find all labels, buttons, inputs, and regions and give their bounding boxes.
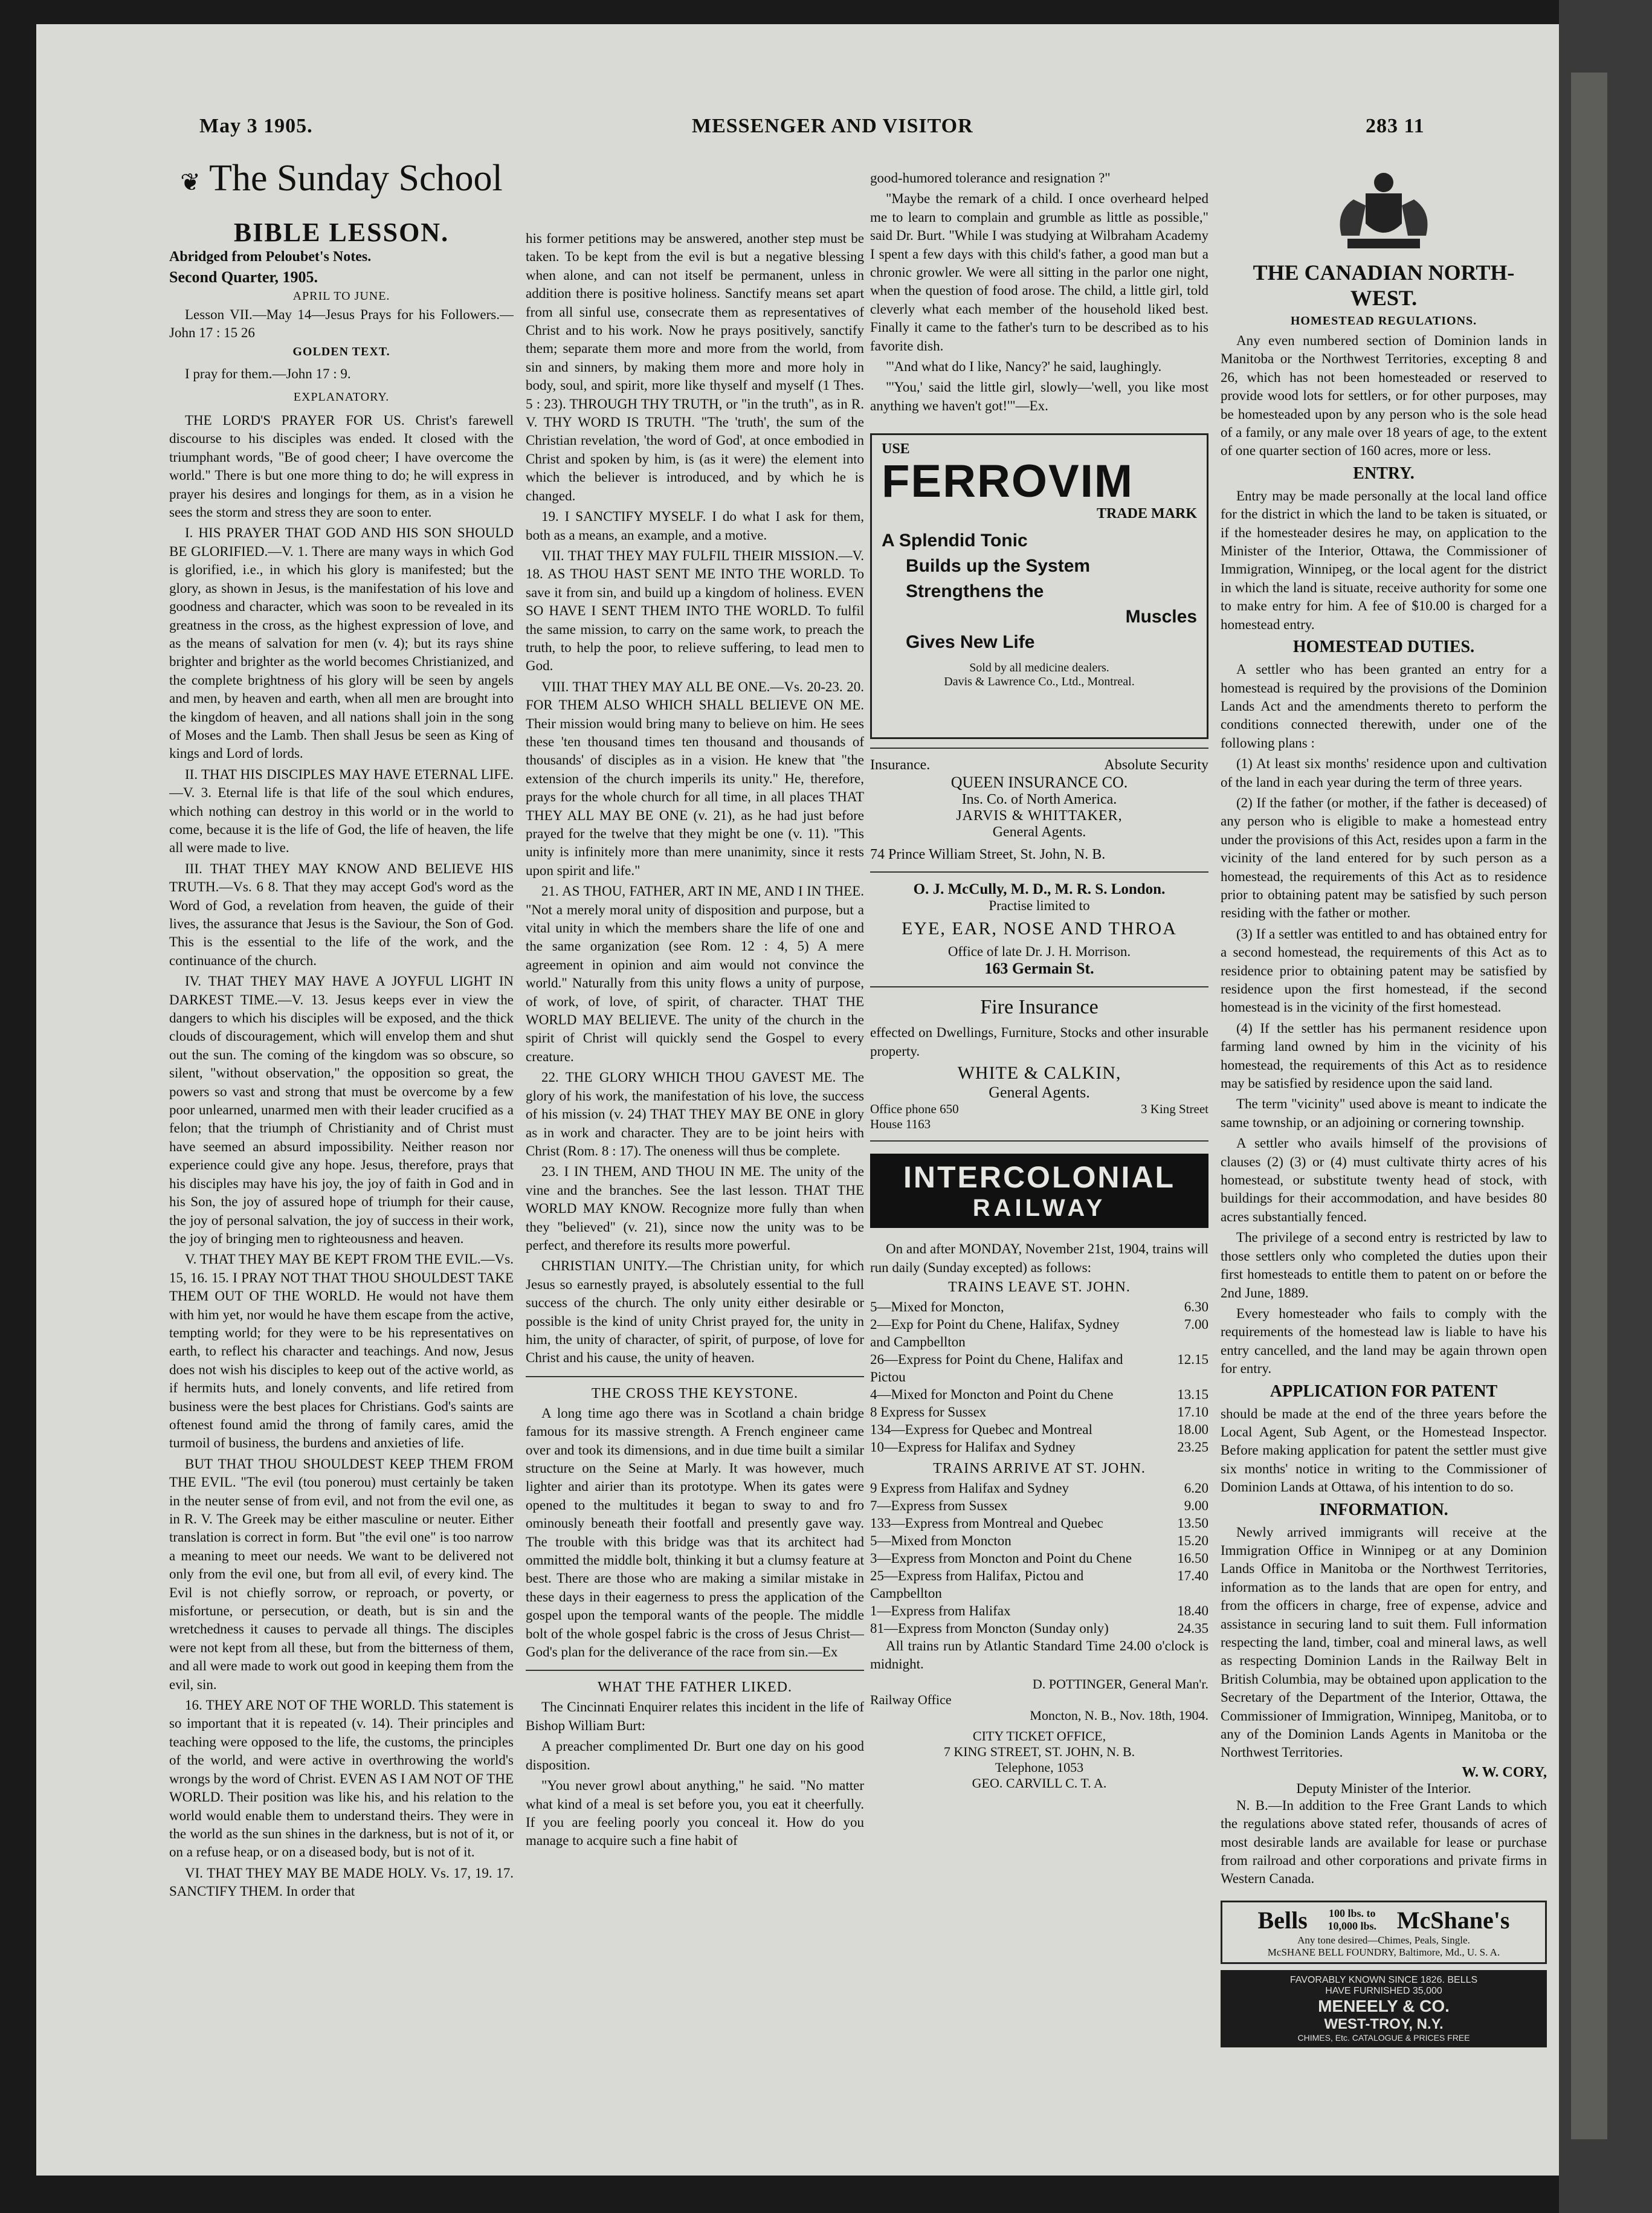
department-title: ❦ The Sunday School <box>180 158 503 199</box>
column-1 <box>169 157 514 2151</box>
train-time: 7.00 <box>1184 1316 1208 1332</box>
ticket-address: 7 KING STREET, ST. JOHN, N. B. <box>943 1743 1135 1759</box>
divider <box>870 871 1208 873</box>
doctor-name: O. J. McCully, M. D., M. R. S. London. <box>913 881 1166 898</box>
northwest-intro: Any even numbered section of Dominion lands in Manitoba or the Northwest Territories, excepting 8 and 26, which has not been homesteaded or reserved to provide wood lots for settlers, or for other purposes, may be homesteaded upon by any person who is the sole head of a family, or any male over 18 years of age, to the extent of one quarter section of 160 acres, more or less. <box>1221 333 1547 459</box>
bells-weight: 100 lbs. to 10,000 lbs. <box>1328 1907 1377 1933</box>
railway-note: All trains run by Atlantic Standard Time 24.00 o'clock is midnight. <box>870 1638 1208 1672</box>
lesson-line: Lesson VII.—May 14—Jesus Prays for his Followers.—John 17 : 15 26 <box>169 306 514 341</box>
duties-paragraph: The term "vicinity" used above is meant to indicate the same township, or an adjoining or cornering township. <box>1221 1096 1547 1130</box>
column-2 <box>526 230 864 2151</box>
bells-word: Bells <box>1257 1906 1308 1934</box>
patent-text: should be made at the end of the three years before the Local Agent, Sub Agent, or the Homestead Inspector. Before making application for patent the settler must give six months' notice in writing to the Commissioner of Dominion Lands at Ottawa, of his intention to do so. <box>1221 1406 1547 1495</box>
duties-paragraph: A settler who avails himself of the provisions of clauses (2) (3) or (4) must cultivate thirty acres of his homestead, or substitute twenty head of stock, with buildings for their accommodation, and have besides 80 acres substantially fenced. <box>1221 1136 1547 1224</box>
schedule-row <box>870 1479 1208 1497</box>
nb-text: N. B.—In addition to the Free Grant Lands to which the regulations above stated refer, thousands of acres of most desirable lands are available for lease or purchase from railroad and other corporations and private firms in Western Canada. <box>1221 1797 1547 1887</box>
quarter-line: Second Quarter, 1905. <box>169 268 318 286</box>
golden-text-label: GOLDEN TEXT. <box>292 344 390 358</box>
schedule-row <box>870 1549 1208 1567</box>
fire-agents: WHITE & CALKIN, <box>957 1063 1121 1084</box>
paragraph: "Maybe the remark of a child. I once overheard helped me to learn to complain and grumble as little as possible," said Dr. Burt. "While I was studying at Wilbraham Academy I spent a few days with this child's father, a good man but a chronic growler. We were all sitting in the parlor one night, when the question of food arose. The child, a little girl, told cleverly what each member of the household liked best. Finally it came to the father's turn to be described as to his favorite dish. <box>870 191 1208 354</box>
fire-contact <box>870 1102 1208 1117</box>
railway-manager: D. POTTINGER, General Man'r. <box>1032 1676 1208 1691</box>
arrive-schedule <box>870 1479 1208 1637</box>
doctor-address: 163 Germain St. <box>984 960 1094 978</box>
ferrovim-claims <box>882 528 1197 655</box>
train-time: 23.25 <box>1177 1439 1208 1455</box>
schedule-row <box>870 1421 1208 1438</box>
fire-insurance-title: Fire Insurance <box>980 996 1099 1019</box>
claim: Muscles <box>1125 607 1197 627</box>
train-time: 6.30 <box>1184 1299 1208 1314</box>
ferrovim-ad <box>870 433 1208 739</box>
leave-schedule <box>870 1298 1208 1456</box>
divider <box>870 1140 1208 1142</box>
train-time: 13.50 <box>1177 1515 1208 1531</box>
insurance-agents: JARVIS & WHITTAKER, <box>956 808 1123 824</box>
fire-insurance-text: effected on Dwellings, Furniture, Stocks and other insurable property. <box>870 1025 1208 1059</box>
meneely-line: FAVORABLY KNOWN SINCE 1826. BELLS <box>1289 1974 1478 1985</box>
meneely-bells-ad <box>1221 1970 1547 2047</box>
insurance-security: Absolute Security <box>1104 757 1208 774</box>
train-time: 6.20 <box>1184 1480 1208 1496</box>
railway-name: RAILWAY <box>972 1195 1106 1222</box>
entry-heading: ENTRY. <box>1353 464 1415 483</box>
paragraph: his former petitions may be answered, another step must be taken. To be kept from the evil is but a negative blessing when alone, and can not itself be permanent, unless in addition there is positive holiness. Sanctify means set apart from all sinful use, consecrate them as representatives of Christ and to his work. Now he prays positively, sanctify them; separate them more and more from the world, from sin and sinners, by making them more and more holy in body, soul, and spirit, more like thyself and myself (1 Thes. 5 : 23). THROUGH THY TRUTH, or "in the truth", as in R. V. THY WORD IS TRUTH. "The 'truth', the sum of the Christian revelation, 'the word of God', at once embodied in Christ and spoken by him, is (as it were) the element into which the believer is introduced, and by which he is changed. <box>526 231 864 503</box>
fire-street: 3 King Street <box>1141 1102 1208 1117</box>
ticket-agent: GEO. CARVILL C. T. A. <box>972 1775 1107 1791</box>
homestead-regulations: HOMESTEAD REGULATIONS. <box>1290 314 1477 328</box>
intercolonial-banner <box>870 1154 1208 1228</box>
schedule-row <box>870 1620 1208 1637</box>
meneely-name: MENEELY & CO. <box>1318 1996 1450 2015</box>
insurance-label: Insurance. <box>870 757 931 774</box>
scan-edge-inner <box>1571 73 1607 2139</box>
column-4 <box>1221 169 1547 2151</box>
ticket-telephone: Telephone, 1053 <box>995 1759 1084 1775</box>
paragraph: 21. AS THOU, FATHER, ART IN ME, AND I IN THEE. "Not a merely moral unity of disposition and purpose, but a vital unity in which the members share the life of one and the same organization (see Rom. 12 : 4, 5) A mere agreement in opinion and aim would not convince the world." Naturally from this unity flows a unity of purpose, of work, of love, of spirit, of character. THAT THE WORLD MAY BELIEVE. The unity of the church in the spirit of Christ will quickly send the Gospel to every creature. <box>526 884 864 1064</box>
railway-intro: On and after MONDAY, November 21st, 1904, trains will run daily (Sunday excepted) as follows: <box>870 1241 1208 1275</box>
train-time: 17.10 <box>1177 1404 1208 1420</box>
claim: A Splendid Tonic <box>882 531 1028 551</box>
duties-paragraph: A settler who has been granted an entry for a homestead is required by the provisions of the Dominion Lands Act and the amendments thereto to perform the conditions connected therewith, under one of the following plans : <box>1221 662 1547 751</box>
train-description: 133—Express from Montreal and Quebec <box>870 1515 1103 1531</box>
duties-paragraph: (4) If the settler has his permanent residence upon farming land owned by him in the vicinity of his homestead, the requirements of this Act as to residence may be satisfied by residence upon the said land. <box>1221 1020 1547 1091</box>
keystone-heading: THE CROSS THE KEYSTONE. <box>591 1385 799 1401</box>
duties-paragraph: The privilege of a second entry is restricted by law to those settlers only who completed the duties upon their first homesteads to entitle them to patent on or before the 2nd June, 1889. <box>1221 1230 1547 1300</box>
train-description: 25—Express from Halifax, Pictou and Campbellton <box>870 1568 1084 1601</box>
schedule-row <box>870 1403 1208 1421</box>
bells-maker: McShane's <box>1396 1906 1510 1934</box>
train-time: 18.00 <box>1177 1421 1208 1437</box>
train-description: 4—Mixed for Moncton and Point du Chene <box>870 1386 1114 1402</box>
schedule-row <box>870 1438 1208 1456</box>
mcshane-bells-ad <box>1221 1901 1547 1964</box>
paragraph: The Cincinnati Enquirer relates this incident in the life of Bishop William Burt: <box>526 1699 864 1733</box>
ferrovim-sold: Sold by all medicine dealers. <box>969 661 1109 675</box>
paragraph: THE LORD'S PRAYER FOR US. Christ's farewell discourse to his disciples was ended. It closed with the triumphant words, "Be of good cheer; I have overcome the world." There is but one more thing to do; he will express in prayer his desires and longings for them, as in a vision he sees the storm and stress they are soon to enter. <box>169 413 514 520</box>
header-title: MESSENGER AND VISITOR <box>692 115 973 137</box>
schedule-row <box>870 1567 1208 1602</box>
claim: Gives New Life <box>906 632 1035 653</box>
duties-paragraph: Every homesteader who fails to comply with the requirements of the homestead law is liable to have his entry cancelled, and the land may be again thrown open for entry. <box>1221 1305 1547 1377</box>
paragraph: CHRISTIAN UNITY.—The Christian unity, for which Jesus so earnestly prayed, is absolutely essential to the full success of the church. The only unity either desirable or possible is the kind of unity Christ prayed for, the unity in him, the unity of character, of spirit, of purpose, of love for Christ and his cause, the unity of heaven. <box>526 1258 864 1366</box>
coat-of-arms-icon <box>1323 169 1444 254</box>
insurance-company: QUEEN INSURANCE CO. <box>950 774 1128 792</box>
train-description: 2—Exp for Point du Chene, Halifax, Sydney and Campbellton <box>870 1316 1120 1349</box>
paragraph: 22. THE GLORY WHICH THOU GAVEST ME. The glory of his work, the manifestation of his love, the success of his mission (v. 24) THAT THEY MAY BE ONE in glory as in work and character. They are to be joint heirs with Christ (Rom. 8 : 17). The oneness will thus be complete. <box>526 1070 864 1158</box>
paragraph: V. THAT THEY MAY BE KEPT FROM THE EVIL.—Vs. 15, 16. 15. I PRAY NOT THAT THOU SHOULDEST TAKE THEM OUT OF THE WORLD. He would not have them with him yet, nor would he have them escape from the active, tempting world; for they were to be his representatives on earth, to reflect his character and teachings. And now, Jesus does not wish his disciples to keep out of the active world, as if hermits huts, and lonely convents, and life retired from business were the best places for Christians. God's saints are oftenest found amid the throng of family cares, amid the turmoil of business, the burdens and anxieties of life. <box>169 1252 514 1451</box>
insurance-company-2: Ins. Co. of North America. <box>961 792 1117 808</box>
train-description: 5—Mixed from Moncton <box>870 1533 1012 1548</box>
intercolonial-name: INTERCOLONIAL <box>903 1160 1176 1195</box>
meneely-location: WEST-TROY, N.Y. <box>1324 2015 1444 2032</box>
insurance-address: 74 Prince William Street, St. John, N. B. <box>870 847 1106 863</box>
train-time: 15.20 <box>1177 1533 1208 1548</box>
claim: Builds up the System <box>906 556 1091 577</box>
ferrovim-trademark: TRADE MARK <box>1097 506 1197 522</box>
paragraph: "'You,' said the little girl, slowly—'well, you like most anything we haven't got!'"—Ex. <box>870 380 1208 413</box>
train-time: 24.35 <box>1177 1620 1208 1636</box>
abridged-note: Abridged from Peloubet's Notes. <box>169 249 372 265</box>
train-description: 26—Express for Point du Chene, Halifax and Pictou <box>870 1351 1123 1384</box>
paragraph: 16. THEY ARE NOT OF THE WORLD. This statement is so important that it is repeated (v. 14). Their principles and teaching were opposed to the life, the customs, the principles of the world, and were active in overthrowing the world's wrongs by the word of Christ. EVEN AS I AM NOT OF THE WORLD. Their position was like his, and his relation to the world would enable them to understand theirs. They were in the world as the sun shines in the darkness, but is not of it, or on a refuse heap, or on a diseased body, but is not of it. <box>169 1698 514 1860</box>
insurance-header <box>870 757 1208 774</box>
fire-office-phone: Office phone 650 <box>870 1102 959 1117</box>
train-time: 18.40 <box>1177 1603 1208 1618</box>
bells-line: McSHANE BELL FOUNDRY, Baltimore, Md., U. S. A. <box>1267 1946 1500 1958</box>
schedule-row <box>870 1316 1208 1351</box>
signer-name: W. W. CORY, <box>1462 1764 1547 1780</box>
meneely-line: HAVE FURNISHED 35,000 <box>1325 1985 1442 1996</box>
train-time: 12.15 <box>1177 1351 1208 1367</box>
fire-agents-role: General Agents. <box>989 1084 1090 1102</box>
lesson-heading: BIBLE LESSON. <box>233 218 450 247</box>
doctor-office: Office of late Dr. J. H. Morrison. <box>947 944 1131 960</box>
railway-office: Railway Office <box>870 1691 952 1707</box>
paragraph: VII. THAT THEY MAY FULFIL THEIR MISSION.—V. 18. AS THOU HAST SENT ME INTO THE WORLD. To save it from sin, and build up a kingdom of holiness. EVEN SO HAVE I SENT THEM INTO THE WORLD. To fulfil the same mission, to carry on the same work, to preach the truth, to help the poor, to relieve suffering, to lead men to God. <box>526 548 864 674</box>
paragraph: BUT THAT THOU SHOULDEST KEEP THEM FROM THE EVIL. "The evil (tou ponerou) must certainly be taken in the neuter sense of from evil, and not from the evil one, as in R. V. The Greek may be either masculine or neuter. Either translation is correct in form. But "the evil one" is too narrow a meaning to meet our needs. We want to be delivered not only from the evil one, but from all evil, of every kind. The Evil is not chiefly sorrow, or reproach, or poverty, or misfortune, or persecution, or death, but is sin and the wretchedness it causes to pervade all things. The disciples were not kept from all these, but from the bitterness of them, and all were made to work out good in keeping them from the evil, sin. <box>169 1456 514 1692</box>
paragraph: 19. I SANCTIFY MYSELF. I do what I ask for them, both as a means, an example, and a motive. <box>526 509 864 543</box>
duties-paragraph: (3) If a settler was entitled to and has obtained entry for a second homestead, the requirements of this Act as to residence prior to obtaining patent may be satisfied by residence upon the first homestead, if the second homestead is in the vicinity of the first homestead. <box>1221 926 1547 1015</box>
divider <box>526 1376 864 1377</box>
fire-house-phone: House 1163 <box>870 1117 931 1132</box>
train-description: 8 Express for Sussex <box>870 1404 987 1420</box>
train-time: 16.50 <box>1177 1550 1208 1566</box>
ticket-office: CITY TICKET OFFICE, <box>972 1728 1106 1743</box>
ferrovim-maker: Davis & Lawrence Co., Ltd., Montreal. <box>944 675 1135 689</box>
keystone-text: A long time ago there was in Scotland a chain bridge famous for its massive strength. A French engineer came over and took its dimensions, and in due time built a similar structure on the Seine at Marly. It was however, much lighter and airier than its prototype. When its gates were opened to the multitudes it began to sway to and fro ominously beneath their footfall and presently gave way. The trouble with this bridge was that its architect had ommitted the middle bolt, thinking it but a clumsy feature at best. There are those who are making a similar mistake in these days in their eagerness to press the application of the gospel upon the temporal wants of the people. The middle bolt of the whole gospel fabric is the cross of Jesus Christ—God's plan for the deliverance of the race from sin.—Ex <box>526 1405 864 1660</box>
northwest-title: THE CANADIAN NORTH-WEST. <box>1253 260 1515 310</box>
paragraph: IV. THAT THEY MAY HAVE A JOYFUL LIGHT IN DARKEST TIME.—V. 13. Jesus keeps ever in view the dangers to which his disciples will be exposed, and the thick clouds of discouragement, which will envelop them and shut out the sun. The coming of the kingdom was so obscure, so silent, "without observation," the opposition so great, the powers so vast and strong that must be overcome by a few poor unlearned, unarmed men with their leader crucified as a felon; that the triumph of Christianity and of Christ must have seemed an absurd impossibility. Neither reason nor experience could give any hope. Jesus, therefore, prays that his disciples may have his joy, the joy of faith in God and in his Son, the joy of assured hope of triumph for their cause, the joy of personal salvation, the joy of success in their work, the joy of bringing men to righteousness and heaven. <box>169 974 514 1246</box>
duties-paragraph: (1) At least six months' residence upon and cultivation of the land in each year during the term of three years. <box>1221 756 1547 790</box>
paragraph: "'And what do I like, Nancy?' he said, laughingly. <box>886 359 1162 375</box>
ferrovim-use: USE <box>882 441 910 457</box>
train-description: 9 Express from Halifax and Sydney <box>870 1480 1069 1496</box>
duties-heading: HOMESTEAD DUTIES. <box>1292 638 1475 657</box>
column-3 <box>870 169 1208 2151</box>
header-date: May 3 1905. <box>199 115 313 137</box>
meneely-line: CHIMES, Etc. CATALOGUE & PRICES FREE <box>1297 2032 1470 2043</box>
paragraph: III. THAT THEY MAY KNOW AND BELIEVE HIS TRUTH.—Vs. 6 8. That they may accept God's word as the Word of God, a revelation from heaven, the guide of their lives, the assurance that Jesus is the Saviour, the Son of God. This is the essential to the life of the work, and the continuance of the church. <box>169 861 514 968</box>
paragraph: good-humored tolerance and resignation ?" <box>870 170 1111 186</box>
leave-heading: TRAINS LEAVE ST. JOHN. <box>948 1279 1131 1295</box>
schedule-row <box>870 1386 1208 1403</box>
divider <box>870 986 1208 987</box>
schedule-row <box>870 1298 1208 1316</box>
train-description: 1—Express from Halifax <box>870 1603 1011 1618</box>
insurance-agents-role: General Agents. <box>992 824 1086 841</box>
paragraph: II. THAT HIS DISCIPLES MAY HAVE ETERNAL LIFE.—V. 3. Eternal life is that life of the soul which endures, which nothing can destroy in this world or in the world to come, because it is the life of God, the life of heaven, the life all were made to live. <box>169 766 514 856</box>
train-description: 3—Express from Moncton and Point du Chene <box>870 1550 1132 1566</box>
train-time: 9.00 <box>1184 1497 1208 1513</box>
header-page: 283 11 <box>1366 115 1425 137</box>
paragraph: A preacher complimented Dr. Burt one day on his good disposition. <box>526 1739 864 1772</box>
schedule-row <box>870 1514 1208 1532</box>
paragraph: VIII. THAT THEY MAY ALL BE ONE.—Vs. 20-23. 20. FOR THEM ALSO WHICH SHALL BELIEVE ON ME. Their mission would bring many to believe on him. He sees these 'ten thousand times ten thousand and thousands of thousands' of disciples as in a vision. He knew that "the extension of the church imperils its unity." He, therefore, prays for the whole church for all time, in all places THAT THEY ALL MAY BE ONE (v. 21), as he had just before prayed for the twelve that they might be one (v. 11). "This unity is infinitely more than mere unanimity, since it rests upon spirit and life." <box>526 679 864 878</box>
divider <box>526 1670 864 1671</box>
information-text: Newly arrived immigrants will receive at the Immigration Office in Winnipeg or at any Dominion Lands Office in Manitoba or the Northwest Territories, information as to the lands that are open for entry, and from the officers in charge, free of expense, advice and assistance in securing land to suit them. Full information respecting the land, timber, coal and mineral laws, as well as respecting Dominion Lands in the Railway Belt in British Columbia, may be obtained upon application to the Secretary of the Department of the Interior, Ottawa, the Commissioner of Immigration, Winnipeg, Manitoba, or to any of the Dominion Lands Agents in Manitoba or the Northwest Territories. <box>1221 1524 1547 1760</box>
ferrovim-name: FERROVIM <box>882 456 1134 508</box>
schedule-row <box>870 1351 1208 1386</box>
bells-headline <box>1228 1906 1539 1934</box>
paragraph: 23. I IN THEM, AND THOU IN ME. The unity of the vine and the branches. See the last lesson. THAT THE WORLD MAY KNOW. Recognize more fully than when they "believed" (v. 21), since now the unity was to be perfect, and therefore its results more powerful. <box>526 1164 864 1253</box>
train-description: 134—Express for Quebec and Montreal <box>870 1421 1092 1437</box>
signer-title: Deputy Minister of the Interior. <box>1296 1780 1471 1796</box>
paragraph: "You never growl about anything," he said. "No matter what kind of a meal is set before you, you eat it cheerfully. If you are feeling poorly you conceal it. How do you manage to acquire such a fine habit of <box>526 1778 864 1849</box>
train-time: 13.15 <box>1177 1386 1208 1402</box>
train-description: 7—Express from Sussex <box>870 1497 1008 1513</box>
newspaper-page <box>36 24 1559 2176</box>
doctor-specialty: EYE, EAR, NOSE AND THROA <box>902 919 1177 939</box>
patent-heading: APPLICATION FOR PATENT <box>1270 1381 1498 1401</box>
train-description: 10—Express for Halifax and Sydney <box>870 1439 1076 1455</box>
train-time: 17.40 <box>1177 1568 1208 1583</box>
entry-text: Entry may be made personally at the local land office for the district in which the land to be taken is situated, or if the homesteader desires he may, on application to the Minister of the Interior, Ottawa, the Commissioner of Immigration, Winnipeg, or the local agent for the district in which the land is situate, receive authority for some one to make entry for him. A fee of $10.00 is charged for a homestead entry. <box>1221 488 1547 632</box>
railway-office-date: Moncton, N. B., Nov. 18th, 1904. <box>1030 1707 1208 1723</box>
schedule-row <box>870 1532 1208 1549</box>
paragraph: I. HIS PRAYER THAT GOD AND HIS SON SHOULD BE GLORIFIED.—V. 1. There are many ways in which God is glorified, i.e., in which his glory is manifested; but the glory, as shown in Jesus, is the manifestation of his love and goodness and character, which was soon to be revealed in its greatness in the cross, as the highest expression of love, and as the means of salvation for men (v. 4); but its rays shine brighter and brighter as the world becomes Christianized, and the complete brightness of his glory will be seen by angels and men, by heaven and earth, when all men are brought into the kingdom of heaven, and all nations shall join in the song of Moses and the Lamb. Then shall Jesus be seen as King of kings and Lord of lords. <box>169 525 514 761</box>
claim: Strengthens the <box>906 581 1044 602</box>
golden-text: I pray for them.—John 17 : 9. <box>185 366 351 381</box>
duties-paragraph: (2) If the father (or mother, if the father is deceased) of any person who is eligible to make a homestead entry under the provisions of this Act, resides upon a farm in the vicinity of the land entered for by such person as a homestead, the requirements of this Act as to residence prior to obtaining patent may be satisfied by such person residing with the father or mother. <box>1221 795 1547 921</box>
explanatory-heading: EXPLANATORY. <box>293 390 390 404</box>
schedule-row <box>870 1497 1208 1514</box>
paragraph: VI. THAT THEY MAY BE MADE HOLY. Vs. 17, 19. 17. SANCTIFY THEM. In order that <box>169 1865 514 1899</box>
father-heading: WHAT THE FATHER LIKED. <box>598 1679 792 1696</box>
arrive-heading: TRAINS ARRIVE AT ST. JOHN. <box>933 1460 1146 1476</box>
schedule-row <box>870 1602 1208 1620</box>
information-heading: INFORMATION. <box>1319 1500 1448 1519</box>
period-line: APRIL TO JUNE. <box>292 289 390 303</box>
divider <box>870 748 1208 749</box>
doctor-line: Practise limited to <box>989 898 1090 914</box>
fleuron-icon: ❦ <box>180 169 201 196</box>
bells-line: Any tone desired—Chimes, Peals, Single. <box>1297 1934 1470 1946</box>
train-description: 5—Mixed for Moncton, <box>870 1299 1004 1314</box>
train-description: 81—Express from Moncton (Sunday only) <box>870 1620 1109 1636</box>
